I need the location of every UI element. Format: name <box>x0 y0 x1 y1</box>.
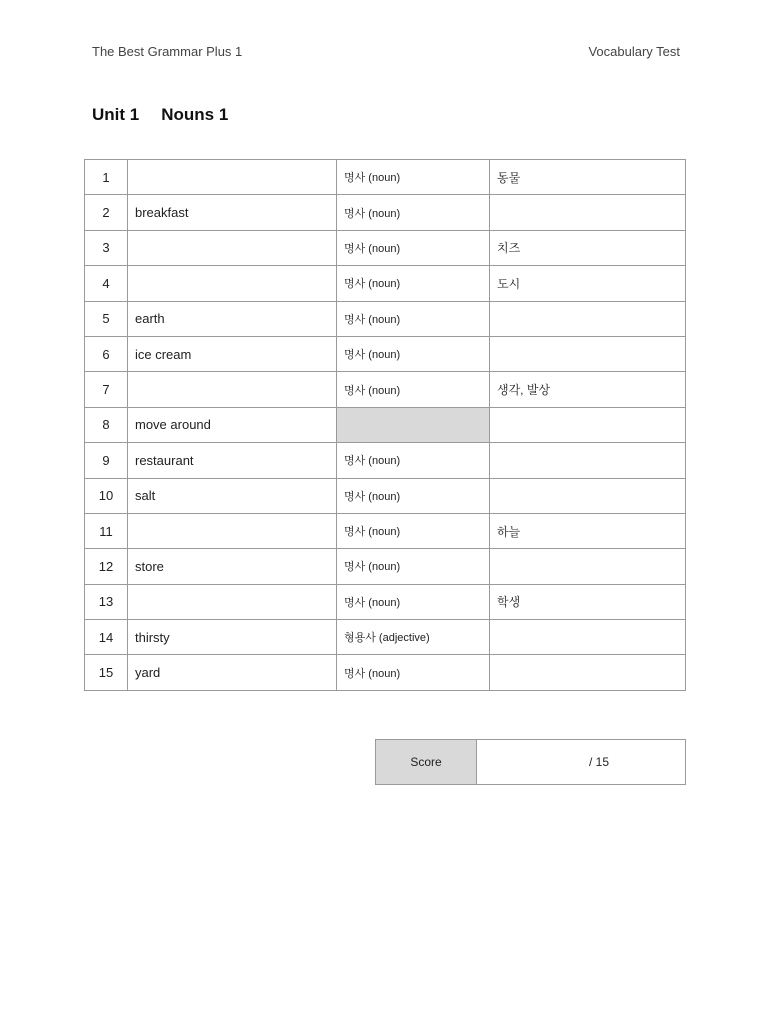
part-of-speech-cell <box>337 407 490 442</box>
english-word-cell: move around <box>128 407 337 442</box>
table-row <box>85 160 686 195</box>
test-type-label: Vocabulary Test <box>588 44 680 59</box>
english-word-cell <box>128 266 337 301</box>
table-row <box>85 620 686 655</box>
part-of-speech-cell: 명사 (noun) <box>337 478 490 513</box>
part-of-speech-cell: 명사 (noun) <box>337 549 490 584</box>
part-of-speech-cell: 명사 (noun) <box>337 513 490 548</box>
table-row <box>85 478 686 513</box>
row-number: 3 <box>85 230 128 265</box>
score-box <box>375 739 686 785</box>
korean-meaning-cell <box>490 549 686 584</box>
english-word-cell <box>128 230 337 265</box>
english-word-cell: store <box>128 549 337 584</box>
part-of-speech-cell: 명사 (noun) <box>337 195 490 230</box>
score-label: Score <box>376 740 477 784</box>
part-of-speech-cell: 명사 (noun) <box>337 336 490 371</box>
table-row <box>85 443 686 478</box>
korean-meaning-cell: 학생 <box>490 584 686 619</box>
part-of-speech-cell: 명사 (noun) <box>337 584 490 619</box>
english-word-cell <box>128 160 337 195</box>
row-number: 2 <box>85 195 128 230</box>
english-word-cell: thirsty <box>128 620 337 655</box>
part-of-speech-cell: 명사 (noun) <box>337 372 490 407</box>
row-number: 11 <box>85 513 128 548</box>
table-row <box>85 513 686 548</box>
part-of-speech-cell: 형용사 (adjective) <box>337 620 490 655</box>
korean-meaning-cell: 동물 <box>490 160 686 195</box>
english-word-cell: breakfast <box>128 195 337 230</box>
table-row <box>85 195 686 230</box>
row-number: 15 <box>85 655 128 690</box>
korean-meaning-cell: 생각, 발상 <box>490 372 686 407</box>
vocabulary-table-body <box>85 160 686 691</box>
score-value: / 15 <box>588 755 609 769</box>
row-number: 14 <box>85 620 128 655</box>
korean-meaning-cell <box>490 336 686 371</box>
unit-topic: Nouns 1 <box>161 105 229 124</box>
korean-meaning-cell <box>490 620 686 655</box>
korean-meaning-cell <box>490 655 686 690</box>
korean-meaning-cell <box>490 195 686 230</box>
part-of-speech-cell: 명사 (noun) <box>337 301 490 336</box>
table-row <box>85 230 686 265</box>
table-row <box>85 266 686 301</box>
korean-meaning-cell: 치즈 <box>490 230 686 265</box>
book-title: The Best Grammar Plus 1 <box>92 44 243 59</box>
english-word-cell: earth <box>128 301 337 336</box>
part-of-speech-cell: 명사 (noun) <box>337 266 490 301</box>
table-row <box>85 549 686 584</box>
korean-meaning-cell <box>490 478 686 513</box>
unit-heading <box>92 105 228 125</box>
korean-meaning-cell: 하늘 <box>490 513 686 548</box>
row-number: 7 <box>85 372 128 407</box>
english-word-cell <box>128 513 337 548</box>
row-number: 6 <box>85 336 128 371</box>
english-word-cell: ice cream <box>128 336 337 371</box>
row-number: 8 <box>85 407 128 442</box>
part-of-speech-cell: 명사 (noun) <box>337 443 490 478</box>
table-row <box>85 407 686 442</box>
part-of-speech-cell: 명사 (noun) <box>337 230 490 265</box>
row-number: 10 <box>85 478 128 513</box>
row-number: 9 <box>85 443 128 478</box>
part-of-speech-cell: 명사 (noun) <box>337 655 490 690</box>
korean-meaning-cell: 도시 <box>490 266 686 301</box>
korean-meaning-cell <box>490 443 686 478</box>
row-number: 4 <box>85 266 128 301</box>
row-number: 13 <box>85 584 128 619</box>
english-word-cell: salt <box>128 478 337 513</box>
row-number: 5 <box>85 301 128 336</box>
table-row <box>85 336 686 371</box>
table-row <box>85 372 686 407</box>
korean-meaning-cell <box>490 301 686 336</box>
table-row <box>85 301 686 336</box>
vocabulary-table <box>84 159 686 691</box>
row-number: 1 <box>85 160 128 195</box>
english-word-cell: restaurant <box>128 443 337 478</box>
english-word-cell <box>128 372 337 407</box>
unit-number: Unit 1 <box>92 105 140 124</box>
part-of-speech-cell: 명사 (noun) <box>337 160 490 195</box>
table-row <box>85 655 686 690</box>
table-row <box>85 584 686 619</box>
row-number: 12 <box>85 549 128 584</box>
english-word-cell <box>128 584 337 619</box>
english-word-cell: yard <box>128 655 337 690</box>
korean-meaning-cell <box>490 407 686 442</box>
